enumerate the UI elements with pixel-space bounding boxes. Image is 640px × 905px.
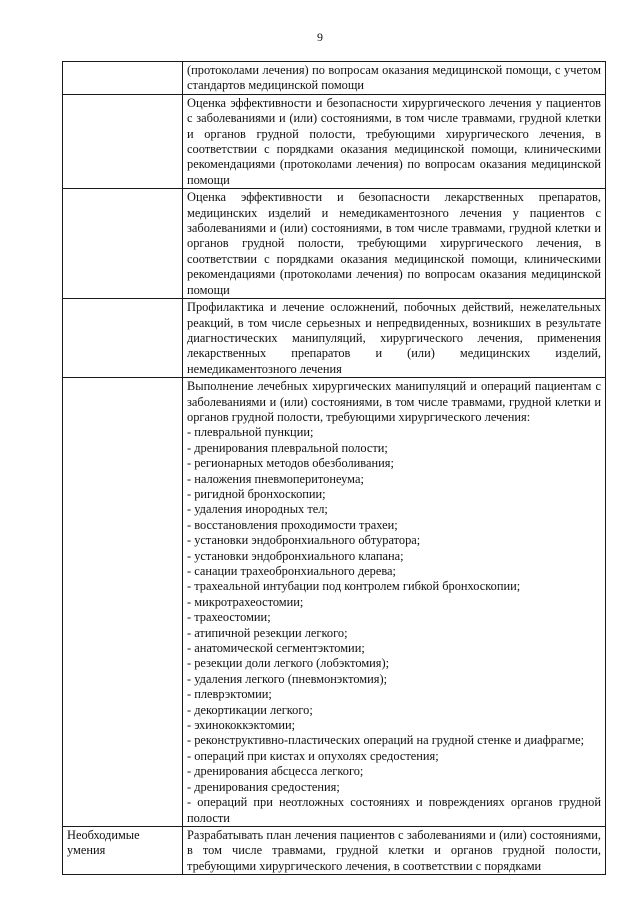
table-row <box>63 299 606 378</box>
procedure-item: - регионарных методов обезболивания; <box>187 456 394 471</box>
procedure-list <box>187 425 601 795</box>
procedures-intro: Выполнение лечебных хирургических манипуляций и операций пациентам с заболеваниями и (или) состояниями, в том числе травмами, грудной клетки и органов грудной полости, требующими хирургического лечения: <box>187 379 601 424</box>
row-text-cell <box>183 378 606 827</box>
procedure-item: - наложения пневмоперитонеума; <box>187 471 364 486</box>
procedure-item-last: - операций при неотложных состояниях и повреждениях органов грудной полости <box>187 795 601 825</box>
row-label-cell <box>63 299 183 378</box>
row-label-cell <box>63 189 183 299</box>
procedure-item: - удаления легкого (пневмонэктомия); <box>187 671 388 686</box>
procedure-item: - анатомической сегментэктомии; <box>187 641 365 656</box>
procedure-item: - атипичной резекции легкого; <box>187 625 348 640</box>
procedure-item: - дренирования плевральной полости; <box>187 440 388 455</box>
row-text-cell: (протоколами лечения) по вопросам оказания медицинской помощи, с учетом стандартов медицинской помощи <box>183 62 606 95</box>
procedure-item: - плевральной пункции; <box>187 425 314 440</box>
table-row <box>63 189 606 299</box>
procedure-item: - дренирования абсцесса легкого; <box>187 764 364 779</box>
requirements-table <box>62 61 606 875</box>
procedure-item: - дренирования средостения; <box>187 779 340 794</box>
procedure-item: - плеврэктомии; <box>187 687 272 702</box>
procedure-item: - установки эндобронхиального клапана; <box>187 548 404 563</box>
procedure-item: - реконструктивно-пластических операций на грудной стенке и диафрагме; <box>187 733 585 748</box>
table-row <box>63 378 606 827</box>
procedure-item: - резекции доли легкого (лобэктомия); <box>187 656 390 671</box>
row-text-cell: Оценка эффективности и безопасности хирургического лечения у пациентов с заболеваниями и (или) состояниями, в том числе травмами, грудной клетки и органов грудной полости, требующими хирургического лечения, в соответствии с порядками оказания медицинской помощи, клиническими рекомендациями (протоколами лечения) по вопросам оказания медицинской помощи <box>183 94 606 188</box>
row-text-cell: Оценка эффективности и безопасности лекарственных препаратов, медицинских изделий и немедикаментозного лечения у пациентов с заболеваниями и (или) состояниями, в том числе травмами, грудной клетки и органов грудной полости, требующими хирургического лечения, в соответствии с порядками оказания медицинской помощи, клиническими рекомендациями (протоколами лечения) по вопросам оказания медицинской помощи <box>183 189 606 299</box>
procedure-item: - трахеостомии; <box>187 610 271 625</box>
procedure-item: - микротрахеостомии; <box>187 594 304 609</box>
procedure-item: - восстановления проходимости трахеи; <box>187 517 398 532</box>
row-label-cell <box>63 94 183 188</box>
table-row <box>63 62 606 95</box>
table-row <box>63 94 606 188</box>
row-text-cell: Профилактика и лечение осложнений, побочных действий, нежелательных реакций, в том числе серьезных и непредвиденных, возникших в результате диагностических манипуляций, хирургического лечения, применения лекарственных препаратов и (или) медицинских изделий, немедикаментозного лечения <box>183 299 606 378</box>
row-label-cell: Необходимые умения <box>63 826 183 874</box>
row-text-cell: Разрабатывать план лечения пациентов с заболеваниями и (или) состояниями, в том числе травмами, грудной клетки и органов грудной полости, требующими хирургического лечения, в соответствии с порядками <box>183 826 606 874</box>
page-number: 9 <box>317 30 323 44</box>
procedure-item: - ригидной бронхоскопии; <box>187 486 326 501</box>
procedure-item: - трахеальной интубации под контролем гибкой бронхоскопии; <box>187 579 521 594</box>
procedure-item: - эхинококкэктомии; <box>187 718 296 733</box>
row-label-cell <box>63 62 183 95</box>
row-label-cell <box>63 378 183 827</box>
procedure-item: - санации трахеобронхиального дерева; <box>187 564 396 578</box>
procedure-item: - удаления инородных тел; <box>187 502 328 517</box>
procedure-item: - установки эндобронхиального обтуратора; <box>187 533 421 548</box>
procedure-item: - декортикации легкого; <box>187 702 313 717</box>
table-row <box>63 826 606 874</box>
procedure-item: - операций при кистах и опухолях средостения; <box>187 748 439 763</box>
